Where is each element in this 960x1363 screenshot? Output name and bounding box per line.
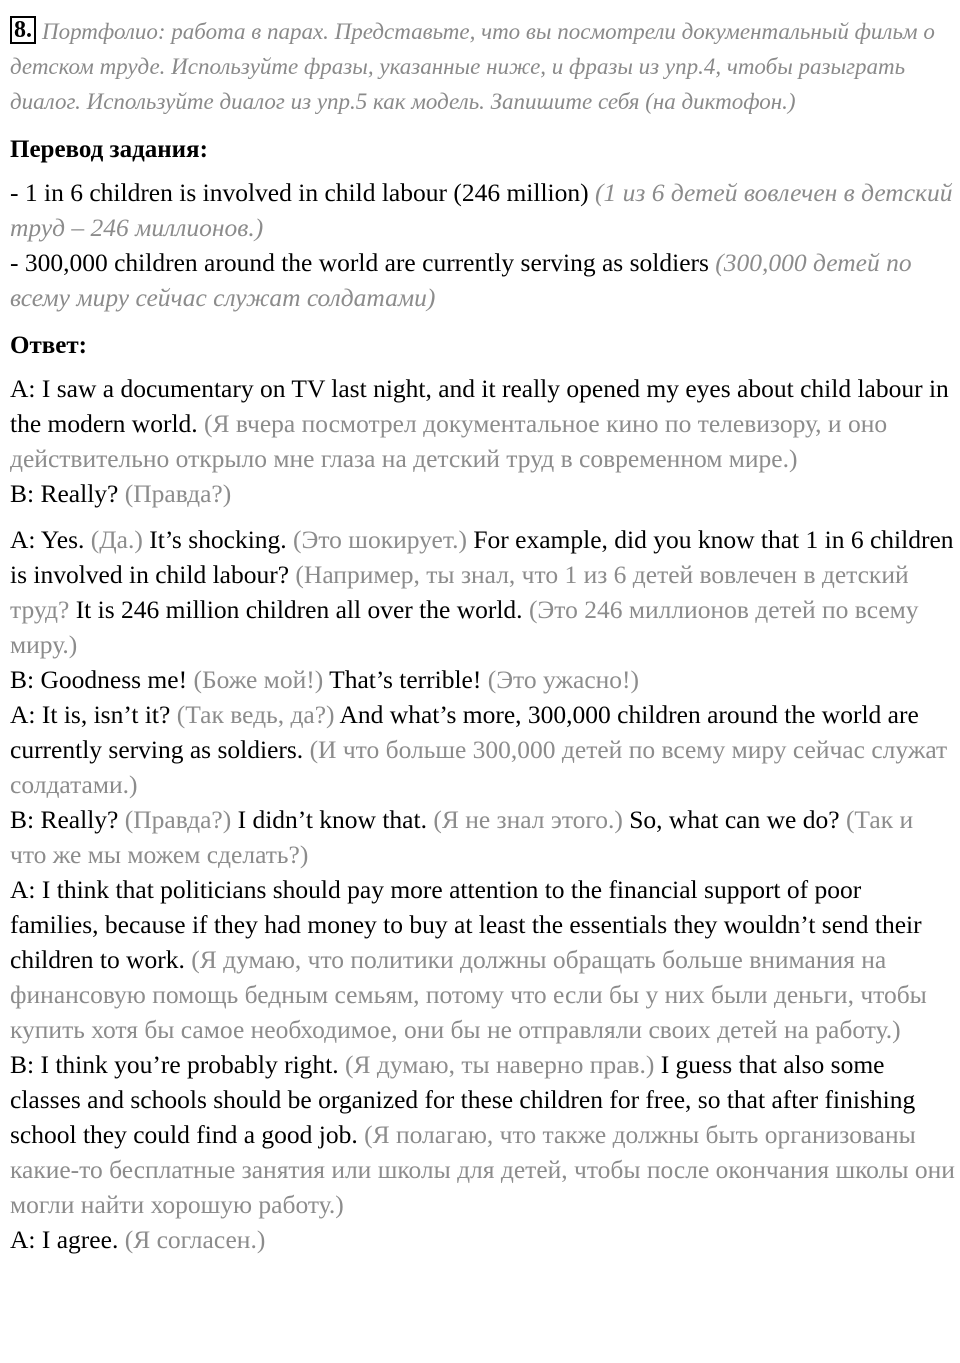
phrase-2 bbox=[10, 245, 955, 315]
task-number: 8. bbox=[10, 16, 36, 44]
phrase-1-ru: (1 из 6 детей вовлечен в детский труд – 246 миллионов.) bbox=[10, 178, 953, 242]
dialogue-line bbox=[10, 1222, 955, 1257]
english-text: For example, did you know that 1 in 6 children is involved in child labour? bbox=[10, 525, 954, 589]
translation-text: (Я думаю, что политики должны обращать больше внимания на финансовую помощь бедным семьям, потому что если бы у них были деньги, чтобы купить хотя бы самое необходимое, они бы не отправляли своих детей на работу.) bbox=[10, 945, 927, 1044]
translation-text: (Это шокирует.) bbox=[293, 525, 467, 554]
translation-text: (И что больше 300,000 детей по всему миру сейчас служат солдатами.) bbox=[10, 735, 948, 799]
dialogue-line bbox=[10, 522, 955, 662]
english-text: B: I think you’re probably right. bbox=[10, 1050, 339, 1079]
dialogue-line bbox=[10, 662, 955, 697]
translation-text: (Например, ты знал, что 1 из 6 детей вовлечен в детский труд? bbox=[10, 560, 909, 624]
translation-text: (Правда?) bbox=[124, 805, 232, 834]
english-text: So, what can we do? bbox=[629, 805, 840, 834]
dialogue-line bbox=[10, 872, 955, 1047]
english-text: It’s shocking. bbox=[149, 525, 287, 554]
translation-text: (Я думаю, ты наверно прав.) bbox=[345, 1050, 655, 1079]
dialogue-line bbox=[10, 476, 955, 511]
english-text: A: I agree. bbox=[10, 1225, 119, 1254]
english-text: It is 246 million children all over the world. bbox=[75, 595, 523, 624]
phrase-2-ru: (300,000 детей по всему миру сейчас служат солдатами) bbox=[10, 248, 912, 312]
translation-text: (Я вчера посмотрел документальное кино по телевизору, и оно действительно открыло мне глаза на детский труд в современном мире.) bbox=[10, 409, 888, 473]
dialogue-line bbox=[10, 697, 955, 802]
dialogue-line bbox=[10, 802, 955, 872]
answer-heading: Ответ: bbox=[10, 332, 87, 359]
phrase-2-en: - 300,000 children around the world are currently serving as soldiers bbox=[10, 248, 709, 277]
english-text: A: It is, isn’t it? bbox=[10, 700, 171, 729]
translation-text: (Да.) bbox=[90, 525, 143, 554]
translation-text: (Так и что же мы можем сделать?) bbox=[10, 805, 914, 869]
dialogue-line bbox=[10, 371, 955, 476]
dialogue-line bbox=[10, 1047, 955, 1222]
english-text: That’s terrible! bbox=[329, 665, 482, 694]
english-text: A: I think that politicians should pay more attention to the financial support of poor families, because if they had money to buy at least the essentials they wouldn’t send their children to work. bbox=[10, 875, 922, 974]
task-text: Портфолио: работа в парах. Представьте, что вы посмотрели документальный фильм о детском труде. Используйте фразы, указанные ниже, и фразы из упр.4, чтобы разыграть диалог. Используйте диалог из упр.5 как модель. Запишите себя (на диктофон.) bbox=[10, 19, 935, 114]
english-text: I didn’t know that. bbox=[237, 805, 427, 834]
translation-text: (Правда?) bbox=[124, 479, 232, 508]
english-text: B: Really? bbox=[10, 479, 119, 508]
translation-text: (Это 246 миллионов детей по всему миру.) bbox=[10, 595, 919, 659]
translation-text: (Боже мой!) bbox=[193, 665, 324, 694]
translation-text: (Я полагаю, что также должны быть организованы какие-то бесплатные занятия или школы для детей, чтобы после окончания школы они могли найти хорошую работу.) bbox=[10, 1120, 955, 1219]
phrase-1 bbox=[10, 175, 955, 245]
english-text: A: Yes. bbox=[10, 525, 85, 554]
dialogue bbox=[10, 371, 955, 1257]
page bbox=[10, 14, 955, 1257]
translation-heading: Перевод задания: bbox=[10, 136, 208, 163]
english-text: B: Really? bbox=[10, 805, 119, 834]
task-block bbox=[10, 14, 955, 119]
translation-text: (Так ведь, да?) bbox=[176, 700, 335, 729]
translation-text: (Это ужасно!) bbox=[487, 665, 640, 694]
english-text: A: I saw a documentary on TV last night, and it really opened my eyes about child labour in the modern world. bbox=[10, 374, 949, 438]
translation-text: (Я согласен.) bbox=[124, 1225, 266, 1254]
english-text: B: Goodness me! bbox=[10, 665, 188, 694]
phrase-1-en: - 1 in 6 children is involved in child labour (246 million) bbox=[10, 178, 589, 207]
english-text: I guess that also some classes and schools should be organized for these children for free, so that after finishing school they could find a good job. bbox=[10, 1050, 916, 1149]
english-text: And what’s more, 300,000 children around the world are currently serving as soldiers. bbox=[10, 700, 919, 764]
translation-text: (Я не знал этого.) bbox=[433, 805, 623, 834]
